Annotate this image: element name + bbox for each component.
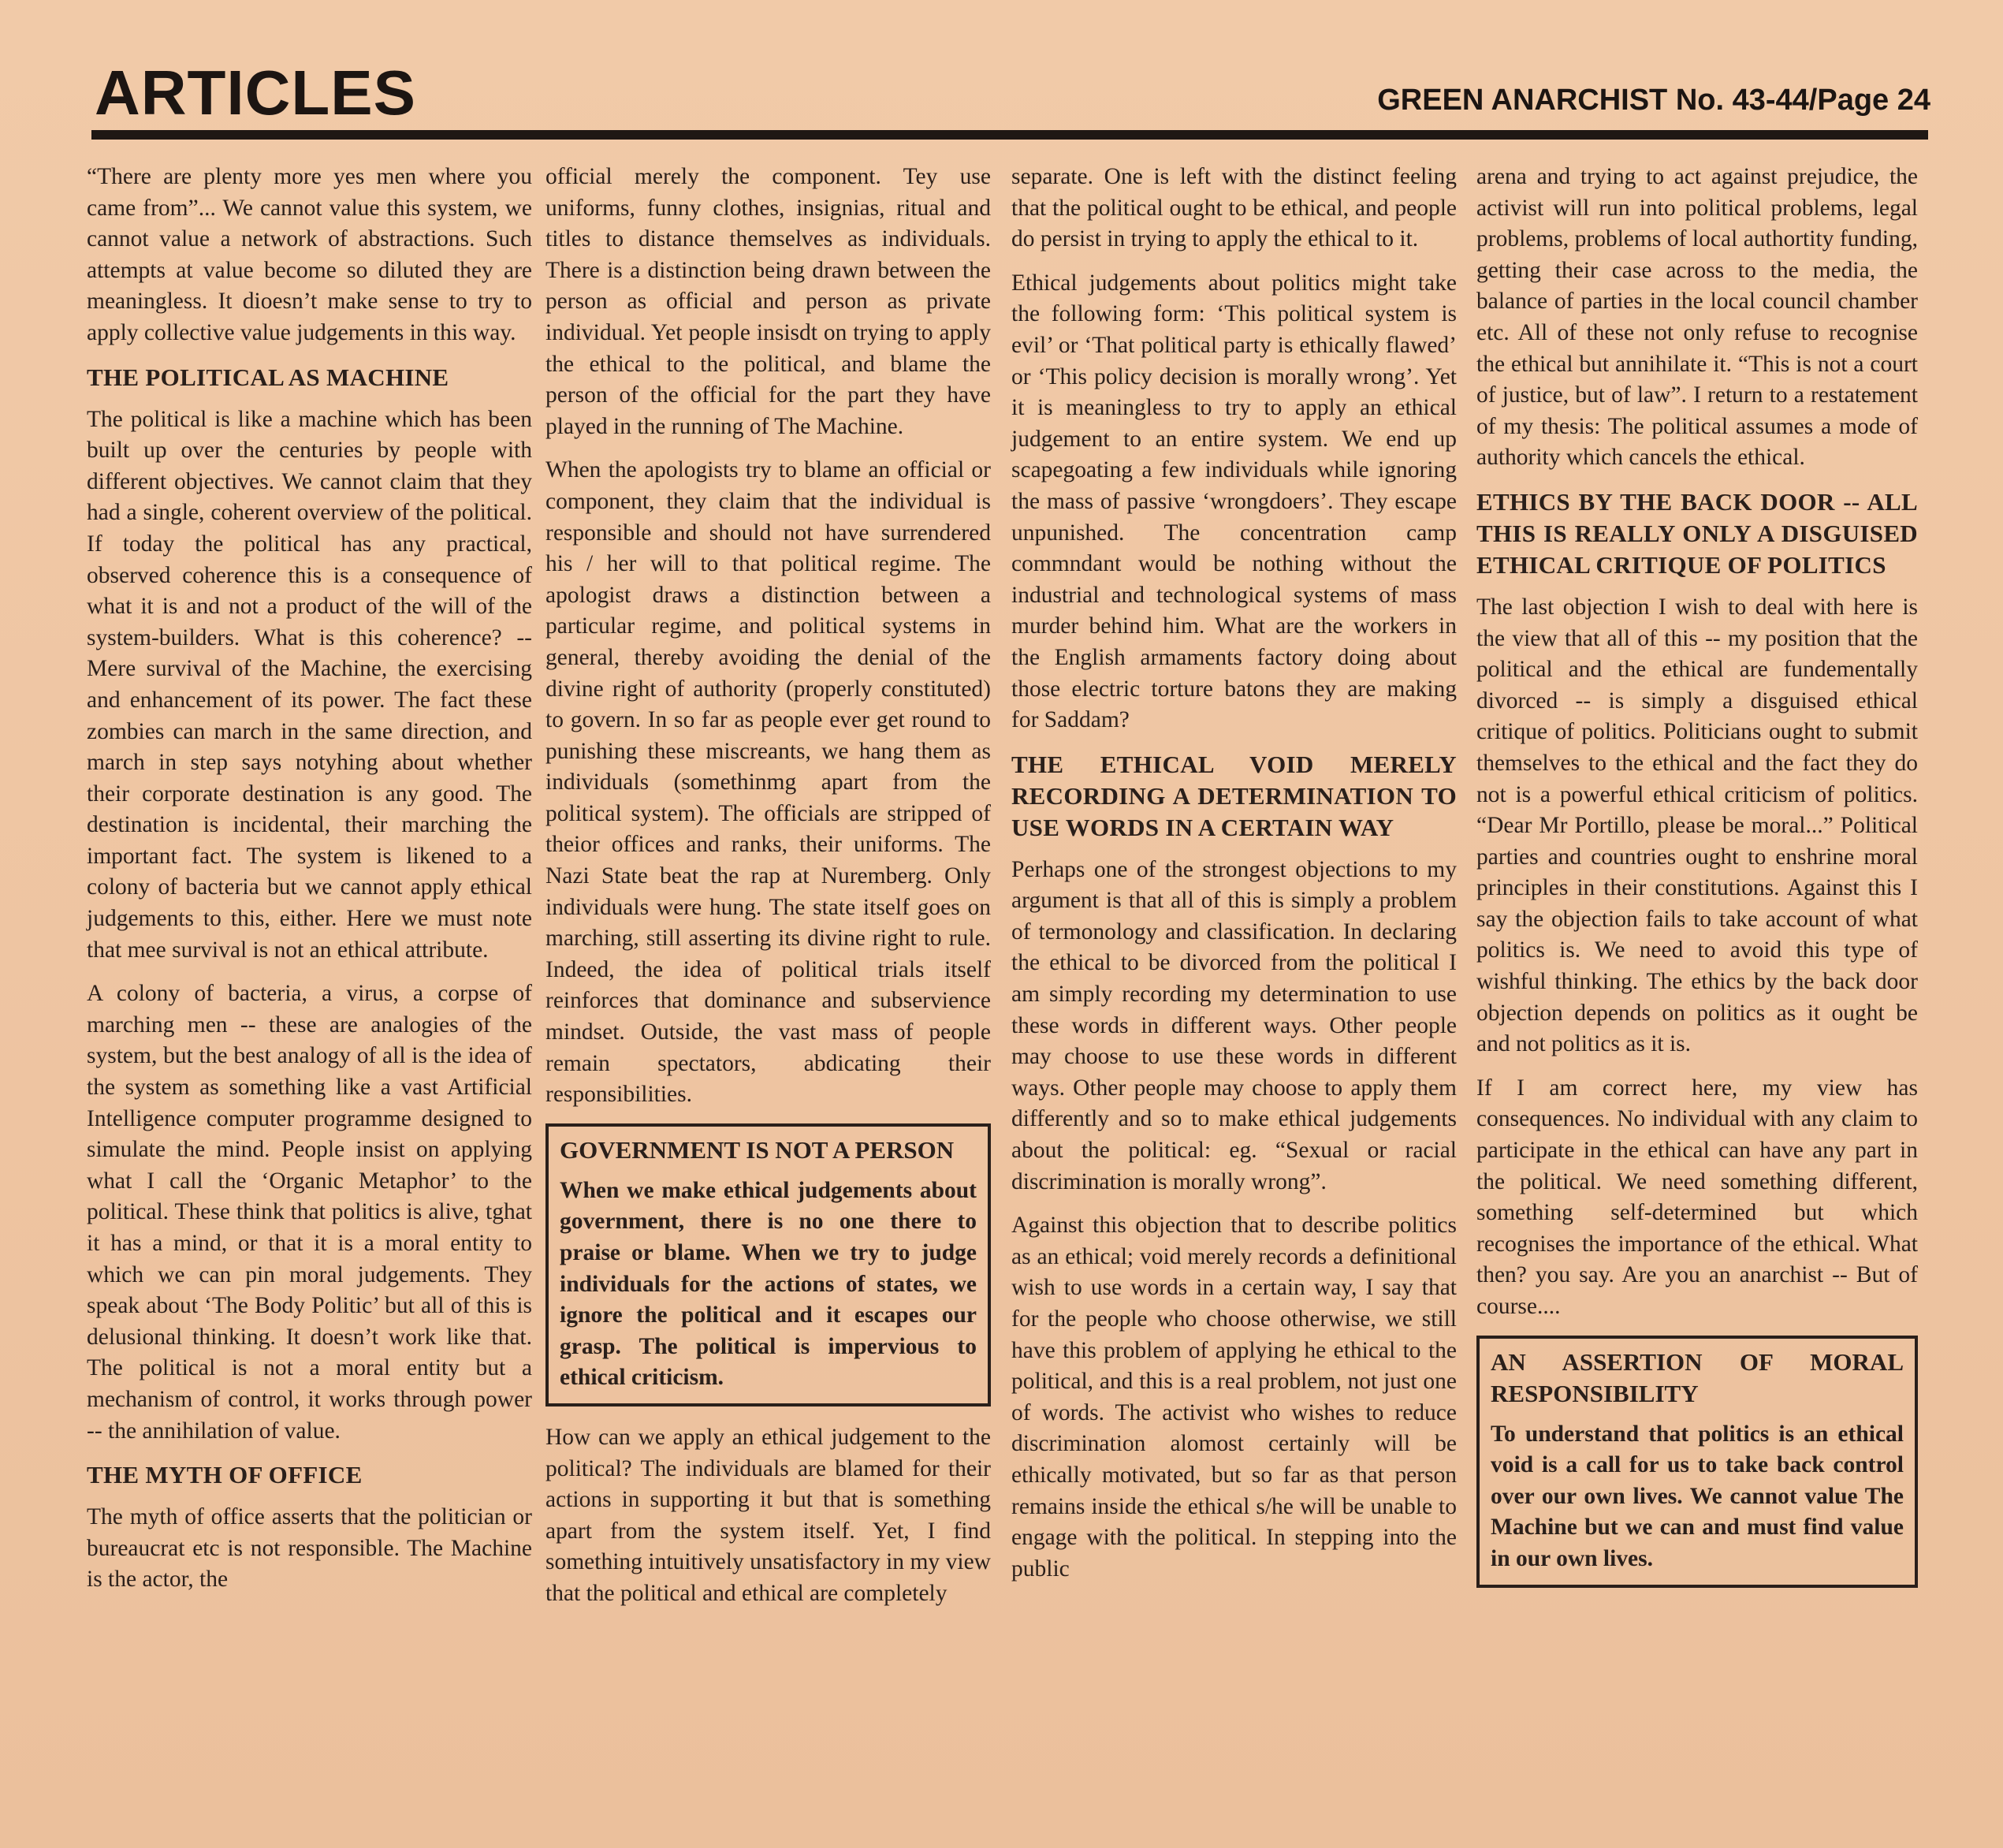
- paragraph: The political is like a machine which has been built up over the centuries by people with different objectives. We cannot claim that they had a single, coherent overview of the political. If today the political has any practical, observed coherence this is a consequence of what it is and not a product of the will of the system-builders. What is this coherence? -- Mere survival of the Machine, the exercising and enhancement of its power. The fact these zombies can march in the same direction, and march in step says notyhing about whether their corporate destination is any good. The destination is incidental, their marching the important fact. The system is likened to a colony of bacteria but we cannot apply ethical judgements to this, either. Here we must note that mee survival is not an ethical attribute.: [87, 406, 532, 963]
- header-rule: [91, 130, 1928, 140]
- subheading: THE POLITICAL AS MACHINE: [87, 363, 449, 391]
- article-column-1: [87, 162, 532, 1608]
- issue-page-reference: GREEN ANARCHIST No. 43-44/Page 24: [1377, 84, 1930, 117]
- paragraph: When the apologists try to blame an official or component, they claim that the individual is responsible and should not have surrendered his / her will to that political regime. The apologist draws a distinction between a particular regime, and political systems in general, thereby avoiding the denial of the divine right of authority (properly constituted) to govern. In so far as people ever get round to punishing these miscreants, we hang them as individuals (somethinmg apart from the political system). The officials are stripped of theior offices and ranks, their uniforms. The Nazi State beat the rap at Nuremberg. Only individuals were hung. The state itself goes on marching, still asserting its divine right to rule. Indeed, the idea of political trials itself reinforces that dominance and subservience mindset. Outside, the vast mass of people remain spectators, abdicating their responsibilities.: [545, 457, 991, 1108]
- section-title: ARTICLES: [95, 58, 416, 128]
- paragraph: separate. One is left with the distinct feeling that the political ought to be ethical, and people do persist in trying to apply the ethical to it.: [1011, 164, 1457, 252]
- pull-quote-text: To understand that politics is an ethical void is a call for us to take back control over our own lives. We cannot value The Machine but we can and must find value in our own lives.: [1491, 1421, 1904, 1571]
- paragraph: The last objection I wish to deal with here is the view that all of this -- my position that the political and the ethical are fundementally divorced -- is simply a disguised ethical critique of politics. Politicians ought to submit themselves to the ethical and the fact they do not is a powerful ethical criticism of politics. “Dear Mr Portillo, please be moral...” Political parties and countries ought to enshrine moral principles in their constitutions. Against this I say the objection fails to take account of what politics is. We need to avoid this type of wishful thinking. The ethics by the back door objection depends on politics as it ought be and not politics as it is.: [1476, 594, 1918, 1057]
- pull-quote-title: AN ASSERTION OF MORAL RESPONSIBILITY: [1491, 1347, 1904, 1407]
- paragraph: Against this objection that to describe politics as an ethical; void merely records a definitional wish to use words in a certain way, I say that for the people who choose otherwise, we still have this problem of applying he ethical to the political, and this is a real problem, not just one of words. The activist who wishes to reduce discrimination alomost certainly will be ethically motivated, but so far as that person remains inside the ethical s/he will be unable to engage with the political. In stepping into the public: [1011, 1213, 1457, 1582]
- article-column-4: [1476, 162, 1918, 1604]
- paragraph: The myth of office asserts that the politician or bureaucrat etc is not responsible. The Machine is the actor, the: [87, 1504, 532, 1593]
- paragraph: Ethical judgements about politics might take the following form: ‘This political system is evil’ or ‘That political party is ethically flawed’ or ‘This policy decision is morally wrong’. Yet it is meaningless to try to apply an ethical judgement to an entire system. We end up scapegoating a few individuals while ignoring the mass of passive ‘wrongdoers’. They escape unpunished. The concentration camp commndant would be nothing without the industrial and technological systems of mass murder behind him. What are the workers in the English armaments factory doing about those electric torture batons they are making for Saddam?: [1011, 270, 1457, 733]
- subheading: THE MYTH OF OFFICE: [87, 1461, 363, 1489]
- subheading: ETHICS BY THE BACK DOOR -- ALL THIS IS REALLY ONLY A DISGUISED ETHICAL CRITIQUE OF POLITICS: [1476, 487, 1918, 579]
- pull-quote-text: When we make ethical judgements about government, there is no one there to praise or blame. When we try to judge individuals for the actions of states, we ignore the political and it escapes our grasp. The political is impervious to ethical criticism.: [560, 1177, 977, 1391]
- paragraph: A colony of bacteria, a virus, a corpse of marching men -- these are analogies of the system, but the best analogy of all is the idea of the system as something like a vast Artificial Intelligence computer programme designed to simulate the mind. People insist on applying what I call the ‘Organic Metaphor’ to the political. These think that politics is alive, tghat it has a mind, or that it is a moral entity to which we can pin moral judgements. They speak about ‘The Body Politic’ but all of this is delusional thinking. It doesn’t work like that. The political is not a moral entity but a mechanism of control, it works through power -- the annihilation of value.: [87, 981, 532, 1444]
- paragraph: arena and trying to act against prejudice, the activist will run into political problems, legal problems, problems of local authortity funding, getting their case across to the media, the balance of parties in the local council chamber etc. All of these not only refuse to recognise the ethical but annihilate it. “This is not a court of justice, but of law”. I return to a restatement of my thesis: The political assumes a mode of authority which cancels the ethical.: [1476, 164, 1918, 471]
- pull-quote-box: [545, 1123, 991, 1406]
- article-column-2: [545, 162, 991, 1623]
- paragraph: official merely the component. Tey use uniforms, funny clothes, insignias, ritual and titles to distance themselves as individuals. There is a distinction being drawn between the person as official and person as private individual. Yet people insisdt on trying to apply the ethical to the political, and blame the person of the official for the part they have played in the running of The Machine.: [545, 164, 991, 439]
- paragraph: “There are plenty more yes men where you came from”... We cannot value this system, we cannot value a network of abstractions. Such attempts at value become so diluted they are meaningless. It dioesn’t make sense to try to apply collective value judgements in this way.: [87, 164, 532, 345]
- pull-quote-box: [1476, 1336, 1918, 1588]
- paragraph: How can we apply an ethical judgement to the political? The individuals are blamed for their actions in supporting it but that is something apart from the system itself. Yet, I find something intuitively unsatisfactory in my view that the political and ethical are completely: [545, 1424, 991, 1606]
- pull-quote-title: GOVERNMENT IS NOT A PERSON: [560, 1135, 955, 1164]
- paragraph: If I am correct here, my view has consequences. No individual with any claim to participate in the ethical can have any part in the political. We need something different, something self-determined but which recognises the importance of the ethical. What then? you say. Are you an anarchist -- But of course....: [1476, 1075, 1918, 1319]
- subheading: THE ETHICAL VOID MERELY RECORDING A DETERMINATION TO USE WORDS IN A CERTAIN WAY: [1011, 750, 1457, 841]
- article-column-3: [1011, 162, 1457, 1597]
- paragraph: Perhaps one of the strongest objections to my argument is that all of this is simply a problem of termonology and classification. In declaring the ethical to be divorced from the political I am simply recording my determination to use these words in different ways. Other people may choose to use these words in different ways. Other people may choose to apply them differently and so to make ethical judgements about the political: eg. “Sexual or racial discrimination is morally wrong”.: [1011, 856, 1457, 1194]
